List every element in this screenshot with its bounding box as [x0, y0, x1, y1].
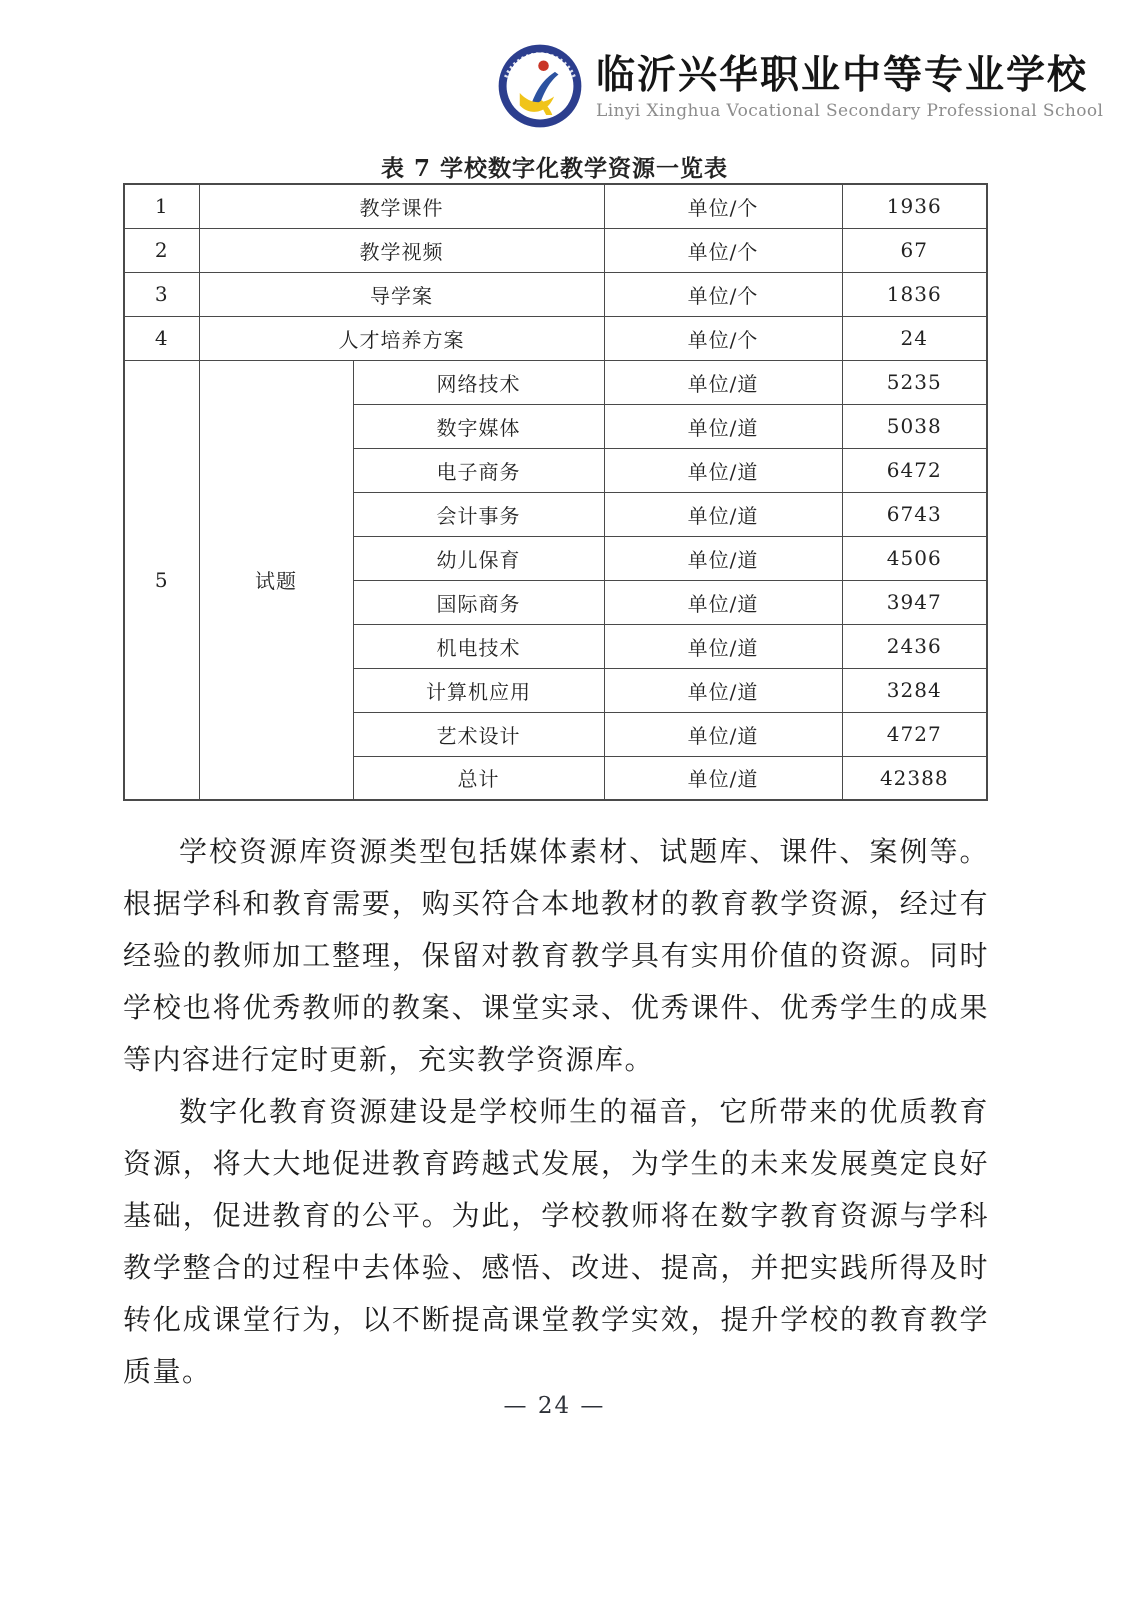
subject-cell: 会计事务 — [353, 492, 604, 536]
value-cell: 3947 — [842, 580, 987, 624]
row-number-cell: 4 — [124, 316, 199, 360]
category-cell: 教学课件 — [199, 184, 604, 228]
unit-cell: 单位/个 — [604, 228, 842, 272]
unit-cell: 单位/个 — [604, 272, 842, 316]
unit-cell: 单位/道 — [604, 404, 842, 448]
table-row — [124, 228, 987, 272]
subject-cell: 电子商务 — [353, 448, 604, 492]
unit-cell: 单位/道 — [604, 668, 842, 712]
value-cell: 6743 — [842, 492, 987, 536]
category-cell: 人才培养方案 — [199, 316, 604, 360]
subject-cell: 数字媒体 — [353, 404, 604, 448]
unit-cell: 单位/道 — [604, 360, 842, 404]
resources-table — [123, 183, 988, 801]
subject-cell: 艺术设计 — [353, 712, 604, 756]
value-cell: 2436 — [842, 624, 987, 668]
row-number-cell: 2 — [124, 228, 199, 272]
paragraph-2: 数字化教育资源建设是学校师生的福音，它所带来的优质教育资源，将大大地促进教育跨越式发展，为学生的未来发展奠定良好基础，促进教育的公平。为此，学校教师将在数字教育资源与学科教学整合的过程中去体验、感悟、改进、提高，并把实践所得及时转化成课堂行为，以不断提高课堂教学实效，提升学校的教育教学质量。 — [123, 1095, 989, 1388]
subject-cell: 总计 — [353, 756, 604, 800]
subject-cell: 幼儿保育 — [353, 536, 604, 580]
value-cell: 4506 — [842, 536, 987, 580]
unit-cell: 单位/道 — [604, 580, 842, 624]
subject-cell: 国际商务 — [353, 580, 604, 624]
page-header — [496, 42, 1103, 130]
value-cell: 6472 — [842, 448, 987, 492]
unit-cell: 单位/个 — [604, 184, 842, 228]
value-cell: 42388 — [842, 756, 987, 800]
value-cell: 1936 — [842, 184, 987, 228]
unit-cell: 单位/道 — [604, 448, 842, 492]
school-name-block — [596, 51, 1103, 121]
value-cell: 1836 — [842, 272, 987, 316]
unit-cell: 单位/道 — [604, 536, 842, 580]
value-cell: 5235 — [842, 360, 987, 404]
unit-cell: 单位/道 — [604, 756, 842, 800]
unit-cell: 单位/道 — [604, 492, 842, 536]
school-logo-icon — [496, 42, 584, 130]
category-cell: 导学案 — [199, 272, 604, 316]
subject-cell: 网络技术 — [353, 360, 604, 404]
subject-cell: 机电技术 — [353, 624, 604, 668]
table-row — [124, 316, 987, 360]
table-row — [124, 272, 987, 316]
table-row — [124, 184, 987, 228]
page-number: — 24 — — [503, 1393, 606, 1419]
group-category-cell: 试题 — [199, 360, 353, 800]
unit-cell: 单位/道 — [604, 624, 842, 668]
category-cell: 教学视频 — [199, 228, 604, 272]
school-name-en: Linyi Xinghua Vocational Secondary Professional School — [596, 100, 1104, 121]
row-number-cell: 3 — [124, 272, 199, 316]
row-number-cell: 1 — [124, 184, 199, 228]
value-cell: 3284 — [842, 668, 987, 712]
value-cell: 67 — [842, 228, 987, 272]
school-name-zh: 临沂兴华职业中等专业学校 — [596, 52, 1089, 99]
table-title: 表 7 学校数字化教学资源一览表 — [380, 155, 729, 182]
subject-cell: 计算机应用 — [353, 668, 604, 712]
row-number-cell: 5 — [124, 360, 199, 800]
paragraph-1: 学校资源库资源类型包括媒体素材、试题库、课件、案例等。根据学科和教育需要，购买符合本地教材的教育教学资源，经过有经验的教师加工整理，保留对教育教学具有实用价值的资源。同时学校也将优秀教师的教案、课堂实录、优秀课件、优秀学生的成果等内容进行定时更新，充实教学资源库。 — [123, 835, 989, 1076]
value-cell: 24 — [842, 316, 987, 360]
table-row — [124, 360, 987, 404]
unit-cell: 单位/道 — [604, 712, 842, 756]
value-cell: 4727 — [842, 712, 987, 756]
body-text — [123, 826, 989, 1398]
unit-cell: 单位/个 — [604, 316, 842, 360]
value-cell: 5038 — [842, 404, 987, 448]
